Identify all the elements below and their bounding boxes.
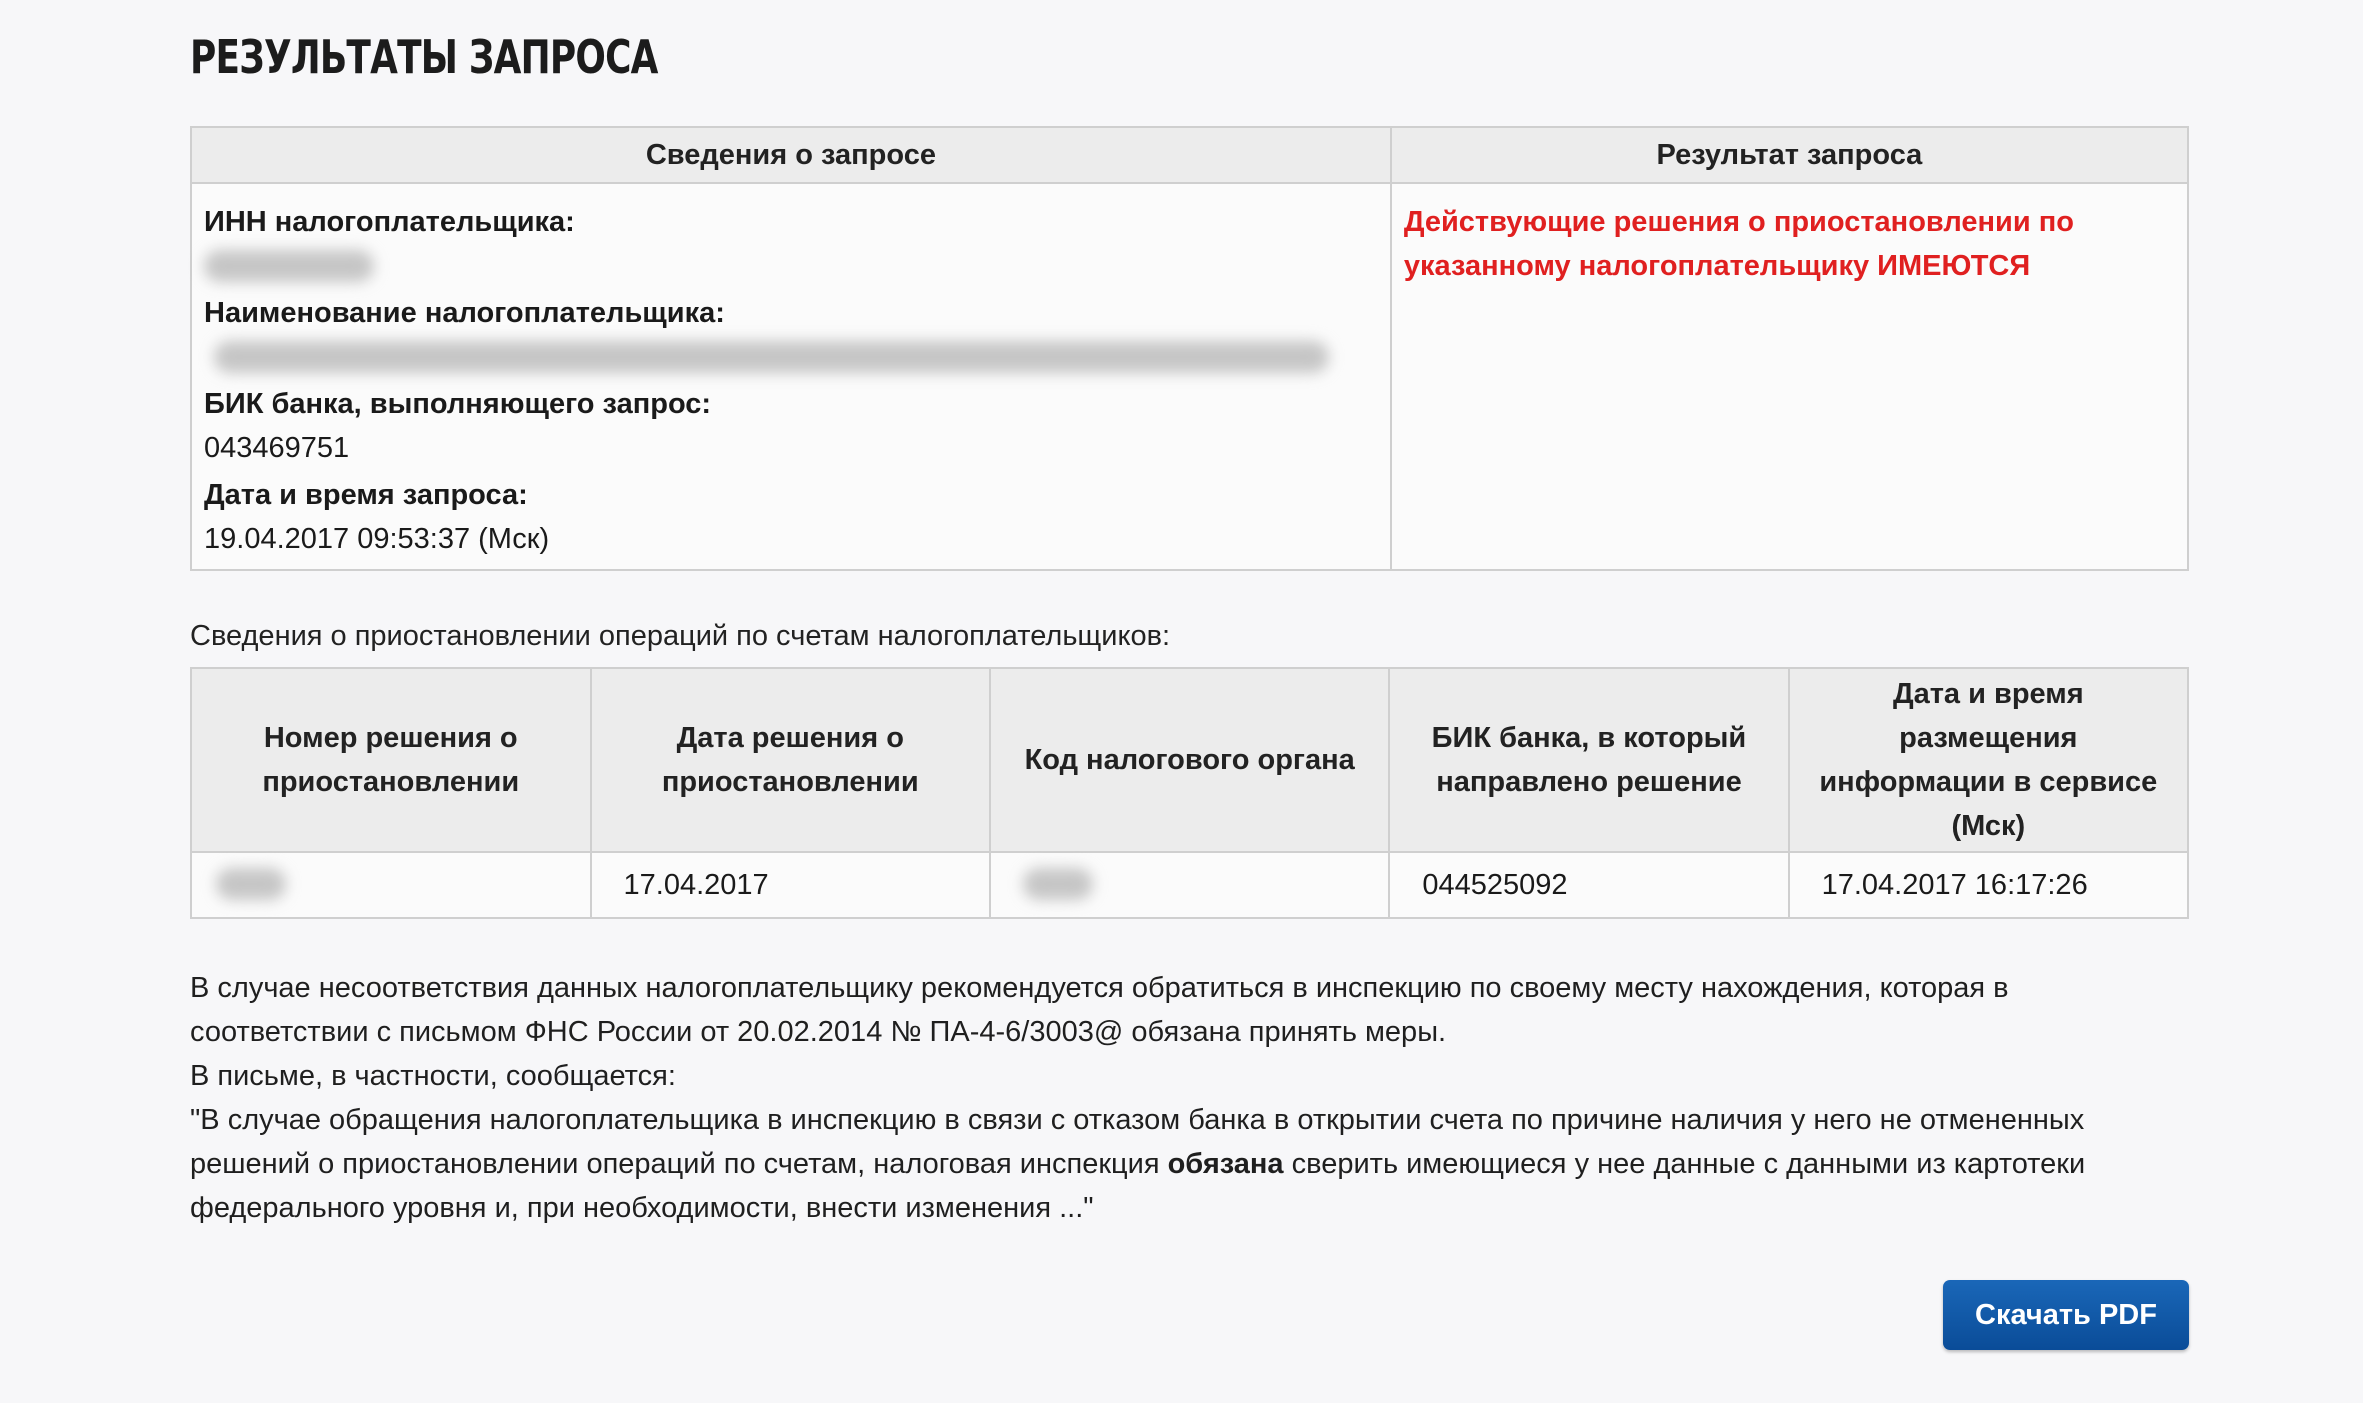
page-title: РЕЗУЛЬТАТЫ ЗАПРОСА bbox=[190, 30, 658, 84]
inn-value-redacted bbox=[204, 244, 1378, 291]
header-decision-number: Номер решения о приостановлении bbox=[191, 668, 591, 852]
inn-redaction bbox=[204, 250, 374, 282]
notes-paragraph-2: В письме, в частности, сообщается: bbox=[190, 1060, 676, 1092]
inn-label: ИНН налогоплательщика: bbox=[204, 206, 575, 238]
download-pdf-button[interactable]: Скачать PDF bbox=[1943, 1280, 2189, 1350]
quote-text-bold: обязана bbox=[1167, 1148, 1284, 1180]
suspensions-table bbox=[190, 667, 2189, 919]
request-info-header: Сведения о запросе bbox=[191, 127, 1391, 183]
decision-date-cell: 17.04.2017 bbox=[591, 852, 991, 918]
result-message bbox=[1404, 200, 2175, 288]
tax-authority-code-redaction bbox=[1023, 868, 1093, 900]
notes-block bbox=[190, 966, 2189, 1230]
request-result-header: Результат запроса bbox=[1391, 127, 2188, 183]
request-info-cell bbox=[191, 183, 1391, 570]
header-tax-authority-code: Код налогового органа bbox=[990, 668, 1389, 852]
name-redaction bbox=[214, 341, 1329, 373]
bik-value: 043469751 bbox=[204, 432, 350, 464]
request-table-header-row bbox=[191, 127, 2188, 183]
name-label: Наименование налогоплательщика: bbox=[204, 297, 725, 329]
name-value-redacted bbox=[204, 335, 1378, 382]
notes-paragraph-1: В случае несоответствия данных налогоплательщику рекомендуется обратиться в инспекцию по своему месту нахождения, которая в соответствии с письмом ФНС России от 20.02.2014 № ПА-4-6/3003@ обязана принять меры. bbox=[190, 972, 2009, 1048]
datetime-label: Дата и время запроса: bbox=[204, 479, 528, 511]
result-message-line-2: указанному налогоплательщику ИМЕЮТСЯ bbox=[1403, 250, 2031, 282]
header-posted-datetime: Дата и время размещения информации в сервисе (Мск) bbox=[1789, 668, 2188, 852]
posted-datetime-cell: 17.04.2017 16:17:26 bbox=[1789, 852, 2188, 918]
bik-label: БИК банка, выполняющего запрос: bbox=[204, 388, 712, 420]
suspensions-caption: Сведения о приостановлении операций по счетам налогоплательщиков: bbox=[190, 620, 1171, 652]
result-message-line-1: Действующие решения о приостановлении по bbox=[1403, 206, 2074, 238]
bank-bik-cell: 044525092 bbox=[1389, 852, 1788, 918]
request-result-cell bbox=[1391, 183, 2188, 570]
request-table-body-row bbox=[191, 183, 2188, 570]
results-page bbox=[190, 0, 2189, 1224]
datetime-value: 19.04.2017 09:53:37 (Мск) bbox=[204, 523, 550, 555]
suspensions-header-row bbox=[191, 668, 2188, 852]
request-info-table bbox=[190, 126, 2189, 571]
quote-text-start: "В случае обращения налогоплательщика в инспекцию в связи с отказом банка в открытии счета по причине наличия у него не отмененных решений о приостановлении операций по счетам, налоговая инспекция bbox=[190, 1104, 2085, 1180]
header-decision-date: Дата решения о приостановлении bbox=[591, 668, 991, 852]
decision-number-redaction bbox=[216, 868, 286, 900]
tax-authority-code-redacted bbox=[990, 852, 1389, 918]
quote-text-end: сверить имеющиеся у нее данные с данными из картотеки федерального уровня и, при необходимости, внести изменения ..." bbox=[190, 1148, 2086, 1224]
decision-number-redacted bbox=[191, 852, 591, 918]
table-row bbox=[191, 852, 2188, 918]
notes-quote bbox=[190, 1098, 2189, 1230]
header-bank-bik: БИК банка, в который направлено решение bbox=[1389, 668, 1788, 852]
